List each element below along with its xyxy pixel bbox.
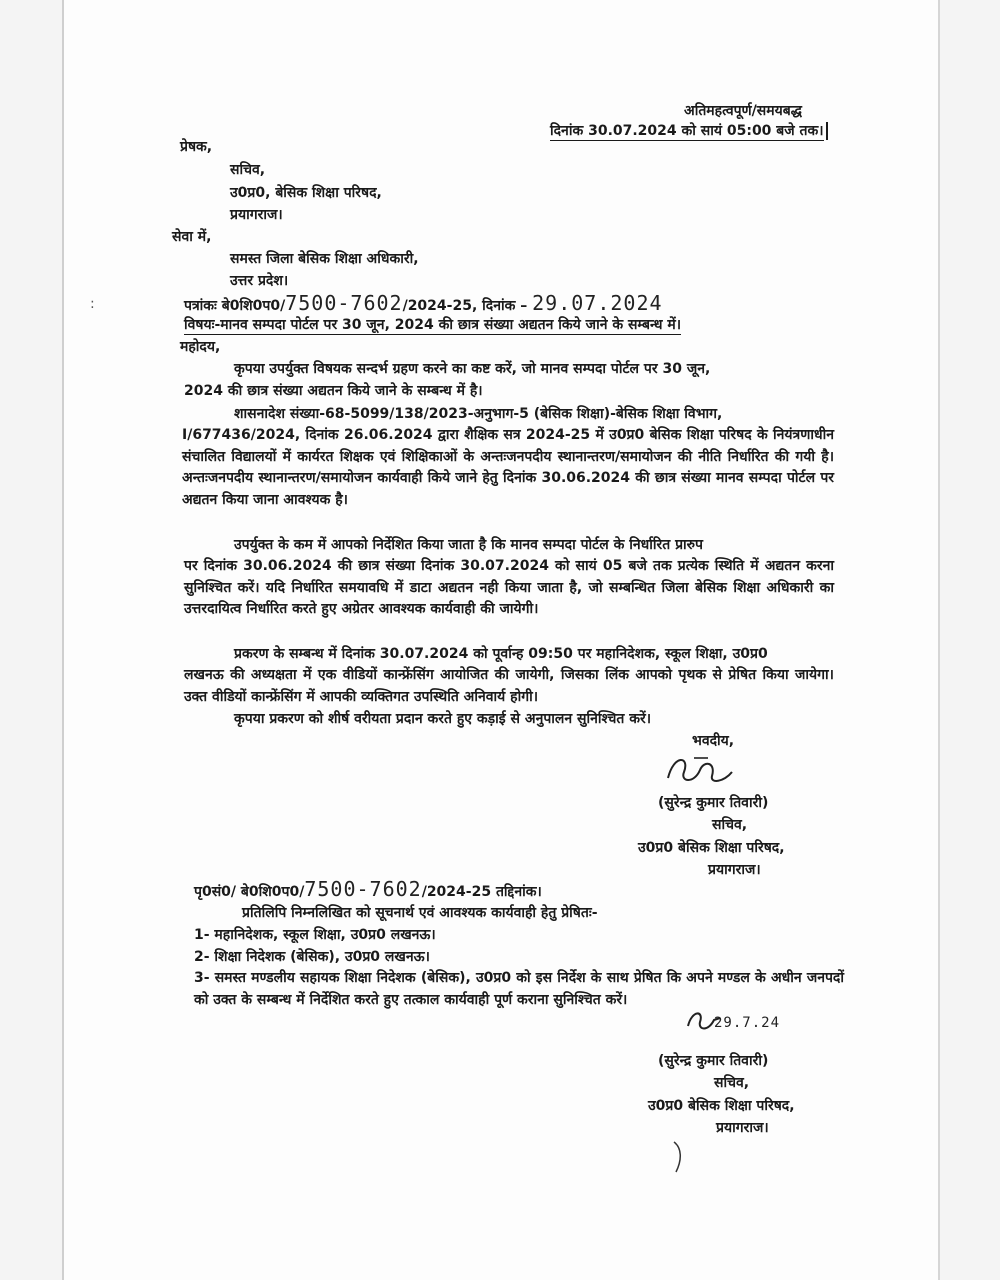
closing2-designation: सचिव,: [714, 1075, 750, 1091]
signature-date-handwritten: 29.7.24: [714, 1015, 781, 1031]
para1-line1: कृपया उपर्युक्त विषयक सन्दर्भ ग्रहण करने का कष्ट करें, जो मानव सम्पदा पोर्टल पर 30 जून,: [234, 361, 711, 377]
para4-line1: प्रकरण के सम्बन्ध में दिनांक 30.07.2024 को पूर्वान्ह 09:50 पर महानिदेशक, स्कूल शिक्षा, उ0प्र0: [234, 646, 768, 662]
para2-line1: शासनादेश संख्या-68-5099/138/2023-अनुभाग-5 (बेसिक शिक्षा)-बेसिक शिक्षा विभाग,: [234, 406, 723, 422]
reference-middle: /2024-25, दिनांक –: [402, 298, 528, 314]
closing2-org: उ0प्र0 बेसिक शिक्षा परिषद,: [648, 1098, 795, 1114]
para3-line1: उपर्युक्त के कम में आपको निर्देशित किया जाता है कि मानव सम्पदा पोर्टल के निर्धारित प्रारुप: [234, 537, 703, 553]
document-page: [64, 0, 938, 1280]
sender-line3: प्रयागराज।: [230, 207, 283, 223]
closing2-name: (सुरेन्द्र कुमार तिवारी): [658, 1053, 769, 1069]
signature-1: [664, 748, 748, 794]
endorsement-prefix: पृ0सं0/ बे0शि0प0/: [194, 884, 305, 900]
para4-body: लखनऊ की अध्यक्षता में एक वीडियों कान्फ्रेंसिंग आयोजित की जायेगी, जिसका लिंक आपको पृथक से प्रेषित किया जायेगा। उक्त वीडियों कान्फ्रेंसिंग में आपकी व्यक्तिगत उपस्थिति अनिवार्य होगी।: [184, 667, 834, 705]
closing2-place: प्रयागराज।: [716, 1120, 769, 1136]
sender-label: प्रेषक,: [180, 139, 213, 155]
endorsement-item-2: 2- शिक्षा निदेशक (बेसिक), उ0प्र0 लखनऊ।: [194, 949, 430, 965]
endorsement-number-handwritten: 7500-7602: [304, 877, 422, 901]
closing-name: (सुरेन्द्र कुमार तिवारी): [658, 795, 769, 811]
endorsement-suffix: /2024-25 तद्दिनांक।: [421, 884, 542, 900]
para5-line: कृपया प्रकरण को शीर्ष वरीयता प्रदान करते हुए कड़ाई से अनुपालन सुनिश्चित करें।: [234, 711, 652, 727]
reference-prefix: पत्रांकः बे0शि0प0/: [184, 298, 286, 314]
deadline-label: दिनांक 30.07.2024 को सायं 05:00 बजे तक।: [550, 122, 828, 140]
salutation: महोदय,: [180, 339, 221, 355]
closing-place: प्रयागराज।: [708, 862, 761, 878]
margin-colon-mark: :: [90, 296, 95, 312]
recipient-line2: उत्तर प्रदेश।: [230, 273, 289, 289]
closing-yours: भवदीय,: [692, 733, 735, 749]
subject-line: विषयः-मानव सम्पदा पोर्टल पर 30 जून, 2024 की छात्र संख्या अद्यतन किये जाने के सम्बन्ध में।: [184, 317, 682, 333]
endorsement-item-1: 1- महानिदेशक, स्कूल शिक्षा, उ0प्र0 लखनऊ।: [194, 927, 436, 943]
para2-body: I/677436/2024, दिनांक 26.06.2024 द्वारा शैक्षिक सत्र 2024-25 में उ0प्र0 बेसिक शिक्षा परिषद के नियंत्रणाधीन संचालित विद्यालयों में कार्यरत शिक्षक एवं शिक्षिकाओं के अन्तःजनपदीय स्थानान्तरण/समायोजन की नीति निर्धारित की गयी है। अन्तःजनपदीय स्थानान्तरण/समायोजन कार्यवाही किये जाने हेतु दिनांक 30.06.2024 की छात्र संख्या मानव सम्पदा पोर्टल पर अद्यतन किया जाना आवश्यक है।: [182, 427, 834, 508]
endorsement-line: [194, 877, 542, 901]
recipient-label: सेवा में,: [172, 229, 212, 245]
sender-line1: सचिव,: [230, 162, 266, 178]
recipient-line1: समस्त जिला बेसिक शिक्षा अधिकारी,: [230, 251, 419, 267]
para1-line2: 2024 की छात्र संख्या अद्यतन किये जाने के सम्बन्ध में है।: [184, 383, 483, 399]
closing-designation: सचिव,: [712, 817, 748, 833]
sender-line2: उ0प्र0, बेसिक शिक्षा परिषद,: [230, 185, 382, 201]
endorsement-intro: प्रतिलिपि निम्नलिखित को सूचनार्थ एवं आवश्यक कार्यवाही हेतु प्रेषितः-: [242, 905, 598, 921]
para3-body: पर दिनांक 30.06.2024 की छात्र संख्या दिनांक 30.07.2024 को सायं 05 बजे तक प्रत्येक स्थिति में अद्यतन करना सुनिश्चित करें। यदि निर्धारित समयावधि में डाटा अद्यतन नही किया जाता है, जो सम्बन्धित जिला बेसिक शिक्षा अधिकारी का उत्तरदायित्व निर्धारित करते हुए अग्रेतर आवश्यक कार्यवाही की जायेगी।: [184, 558, 834, 617]
endorsement-item-3: 3- समस्त मण्डलीय सहायक शिक्षा निदेशक (बेसिक), उ0प्र0 को इस निर्देश के साथ प्रेषित कि अपने मण्डल के अधीन जनपदों को उक्त के सम्बन्ध में निर्देशित करते हुए तत्काल कार्यवाही पूर्ण कराना सुनिश्चित करें।: [194, 970, 844, 1008]
ink-mark: [668, 1138, 688, 1178]
page-edge-right: [938, 0, 940, 1280]
reference-date-handwritten: 29.07.2024: [532, 291, 663, 315]
priority-label: अतिमहत्वपूर्ण/समयबद्ध: [684, 103, 802, 119]
reference-number-handwritten: 7500-7602: [285, 291, 403, 315]
closing-org: उ0प्र0 बेसिक शिक्षा परिषद,: [638, 840, 785, 856]
reference-line: [184, 291, 663, 315]
